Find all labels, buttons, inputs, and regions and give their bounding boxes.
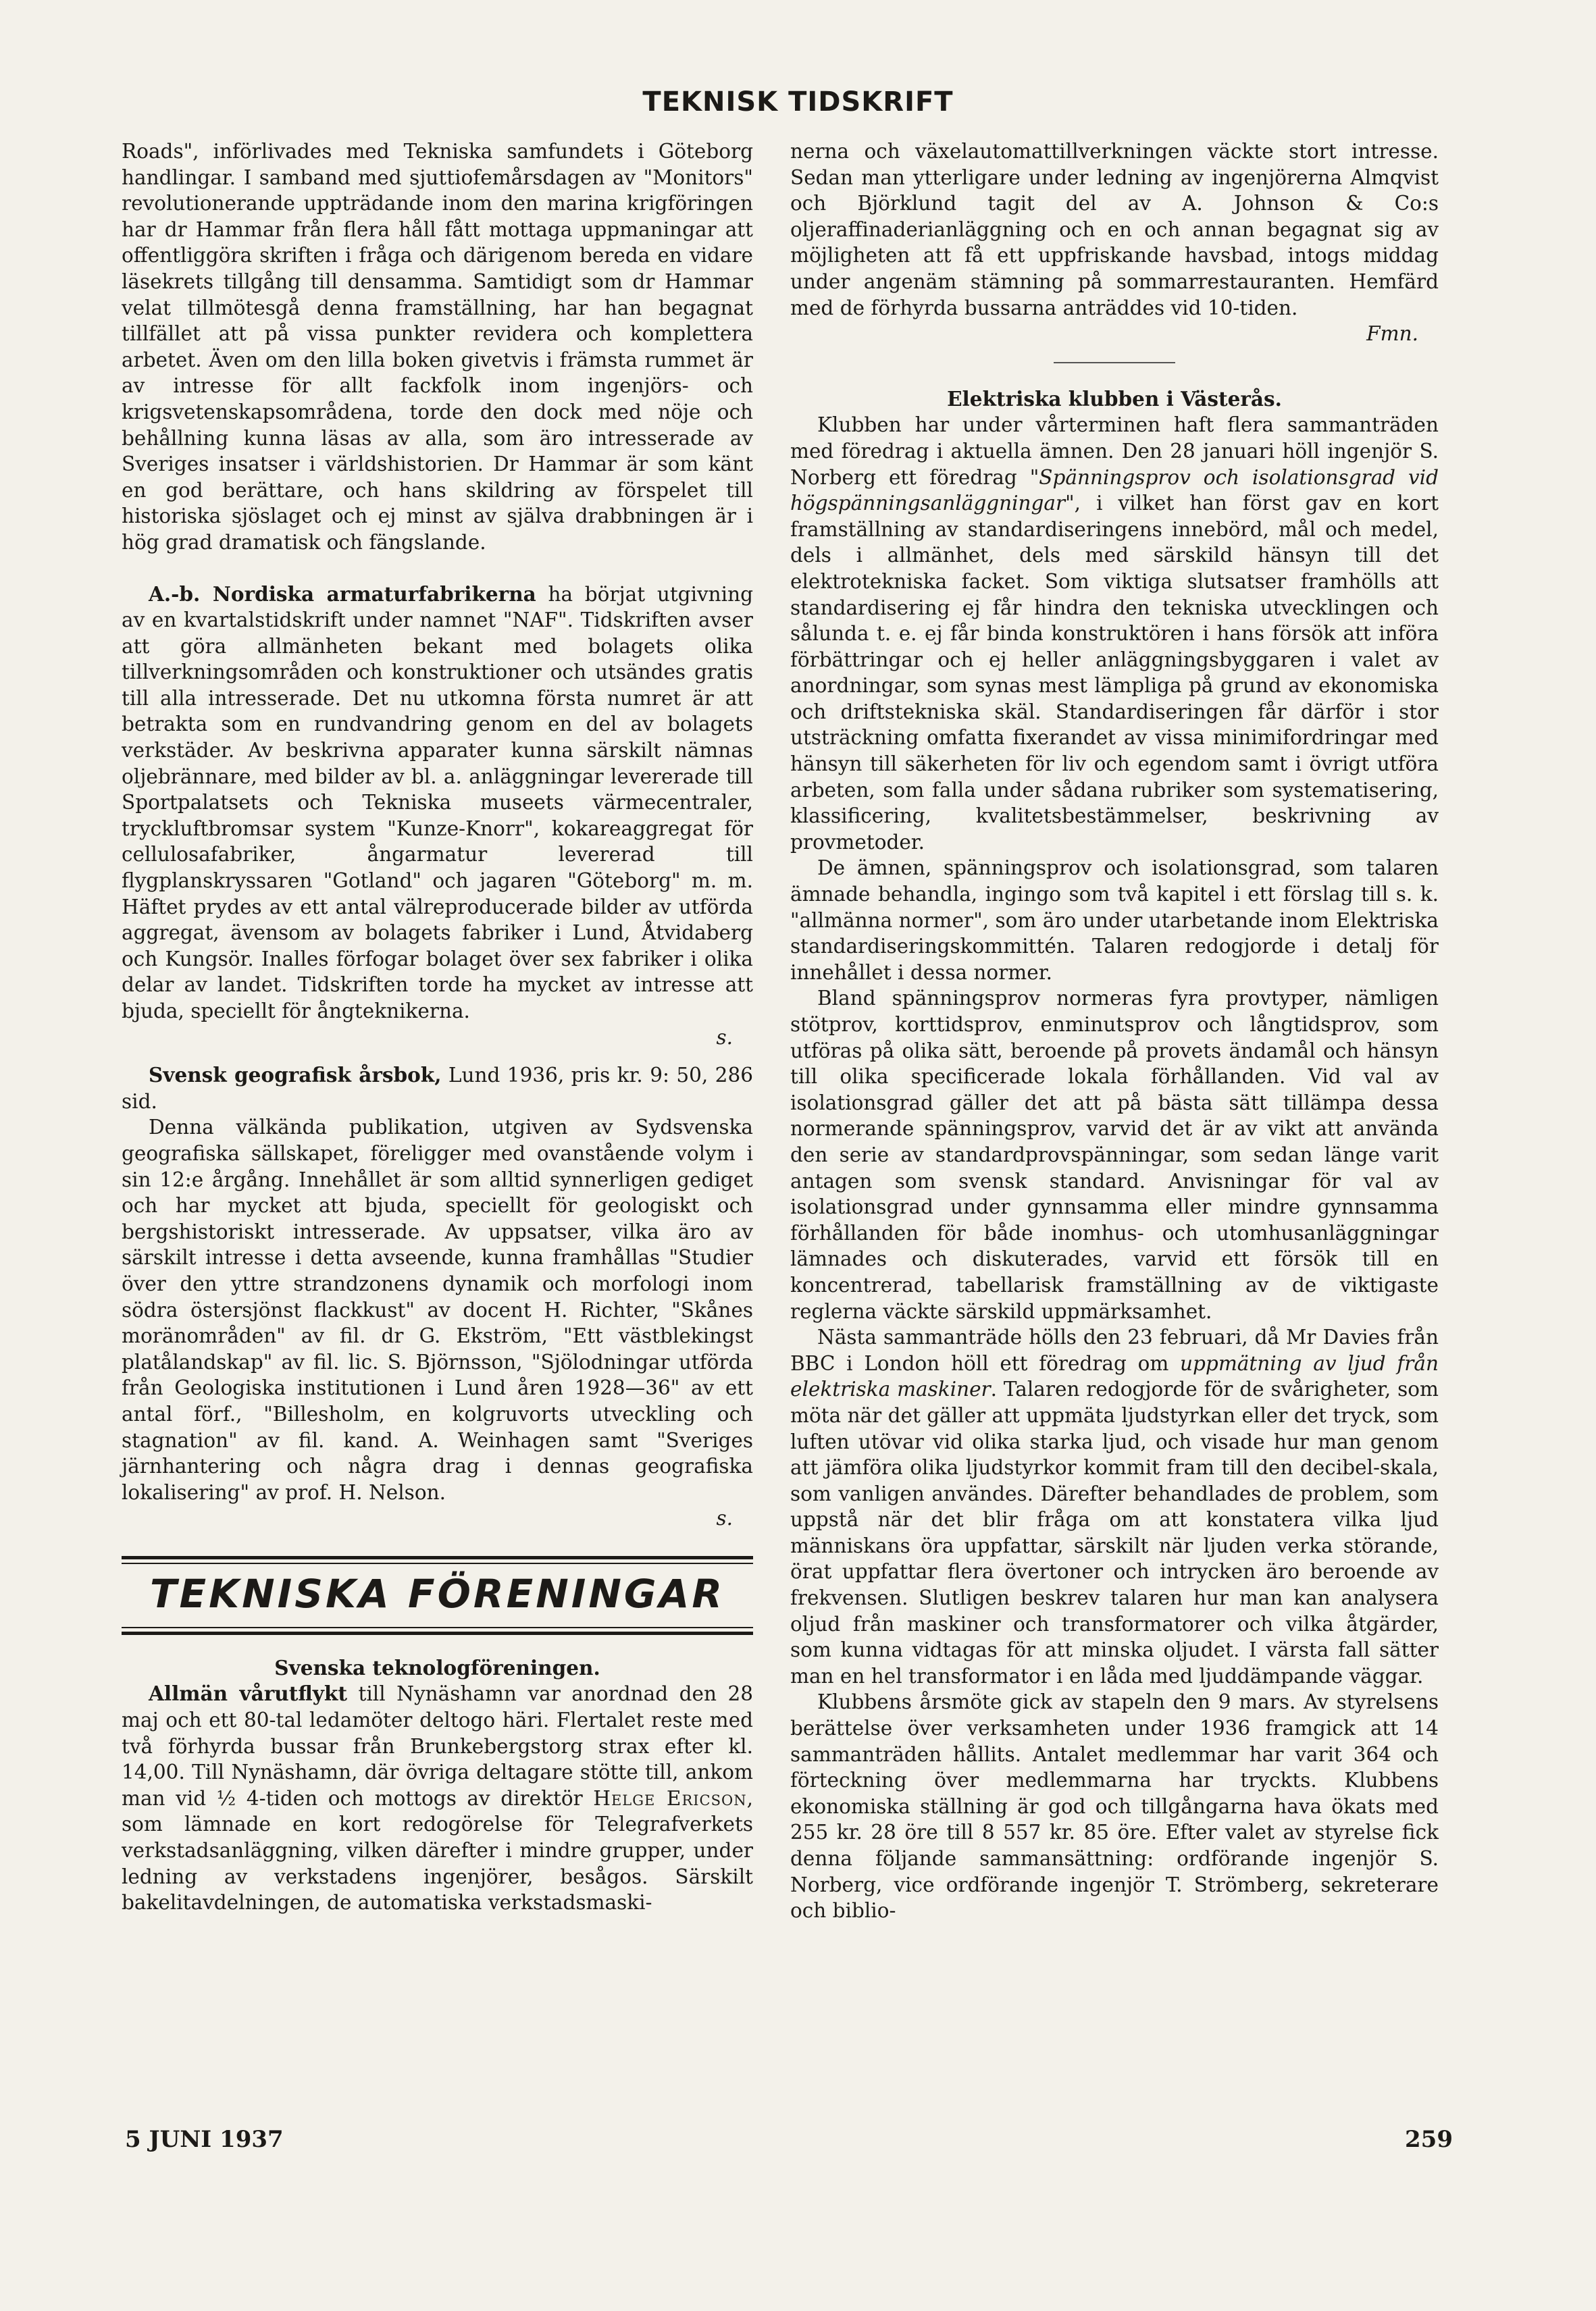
paragraph: De ämnen, spänningsprov och isolationsgrad, som talaren ämnade behandla, ingingo som två kapitel i ett förslag till s. k. "allmänna normer", som äro under utarbetande inom Elektriska standardiseringskommittén. Talaren redogjorde i detalj för innehållet i dessa normer. [790, 856, 1439, 984]
subsection-title: Elektriska klubben i Västerås. [947, 386, 1282, 411]
paragraph: A.-b. Nordiska armaturfabrikerna ha börjat utgivning av en kvartalstidskrift under namnet "NAF". Tidskriften avser att göra allmänheten bekant med bolagets olika tillverkningsområden och konstruktioner och utsändes gratis till alla intresserade. Det nu utkomna första numret är att betrakta som en rundvandring genom en del av bolagets verkstäder. Av beskrivna apparater kunna särskilt nämnas oljebrännare, med bilder av bl. a. anläggningar levererade till Sportpalatsets och Tekniska museets värmecentraler, tryckluftbromsar system "Kunze-Knorr", kokareaggregat för cellulosafabriker, ångarmatur levererad till flygplanskryssaren "Gotland" och jagaren "Göteborg" m. m. Häftet prydes av ett antal välreproducerade bilder av utförda aggregat, ävensom av bolagets fabriker i Lund, Åtvidaberg och Kungsör. Inalles förfogar bolaget över sex fabriker i olika delar av landet. Tidskriften torde ha mycket av intresse att bjuda, speciellt för ångteknikerna. [122, 581, 753, 1022]
signature: s. [716, 1507, 733, 1530]
subsection-title: Svenska teknologföreningen. [274, 1655, 600, 1680]
paragraph-lead: Svensk geografisk årsbok, [149, 1063, 442, 1087]
paragraph-lead: Allmän vårutflykt [149, 1682, 348, 1706]
paragraph: Roads", införlivades med Tekniska samfundets i Göteborg handlingar. I samband med sjuttiofemårsdagen av "Monitors" revolutionerande uppträdande inom den marina krigföringen har dr Hammar från flera håll fått mottaga uppmaningar att offentliggöra skriften i fråga och därigenom bereda en vidare läsekrets tillgång till densamma. Samtidigt som dr Hammar velat tillmötesgå denna framställning, har han begagnat tillfället att på vissa punkter revidera och komplettera arbetet. Även om den lilla boken givetvis i främsta rummet är av intresse för allt fackfolk inom ingenjörs- och krigsvetenskapsområdena, torde den dock med nöje och behållning kunna läsas av alla, som äro intresserade av Sveriges insatser i världshistorien. Dr Hammar är som känt en god berättare, och hans skildring av förspelet till historiska sjöslaget och ej minst av själva drabbningen är i hög grad dramatisk och fängslande. [122, 140, 753, 554]
signature: s. [716, 1025, 733, 1049]
issue-date: 5 JUNI 1937 [125, 2126, 284, 2153]
paragraph: Svensk geografisk årsbok, Lund 1936, pris kr. 9: 50, 286 sid. [122, 1063, 753, 1113]
paragraph: Bland spänningsprov normeras fyra provtyper, nämligen stötprov, korttidsprov, enminutsprov och långtidsprov, som utföras på olika sätt, beroende på provets ändamål och hänsyn till olika specificerade lokala förhållanden. Vid val av isolationsgrad gäller det att på bästa sätt tillämpa dessa normerande spänningsprov, varvid det är av vikt att använda den serie av standardprovspänningar, som sedan länge varit antagen som svensk standard. Anvisningar för val av isolationsgrad under gynnsamma eller mindre gynnsamma förhållanden för både inomhus- och utomhusanläggningar lämnades och diskuterades, varvid ett försök till en koncentrerad, tabellarisk framställning av de viktigaste reglerna väckte särskild uppmärksamhet. [790, 987, 1439, 1323]
paragraph: nerna och växelautomattillverkningen väckte stort intresse. Sedan man ytterligare under ledning av ingenjörerna Almqvist och Björklund tagit del av A. Johnson & Co:s oljeraffinaderianläggning och en och annan begagnat sig av möjligheten att få ett uppfriskande havsbad, intogs middag under angenäm stämning på sommarrestauranten. Hemfärd med de förhyrda bussarna anträddes vid 10-tiden. [790, 140, 1439, 319]
section-title: TEKNISKA FÖRENINGAR [149, 1570, 725, 1617]
paragraph: Klubbens årsmöte gick av stapeln den 9 mars. Av styrelsens berättelse över verksamheten under 1936 framgick att 14 sammanträden hållits. Antalet medlemmar har varit 364 och förteckning över medlemmarna har tryckts. Klubbens ekonomiska ställning är god och tillgångarna hava ökats med 255 kr. 28 öre till 8 557 kr. 85 öre. Efter valet av styrelse fick denna följande sammansättning: ordförande ingenjör S. Norberg, vice ordförande ingenjör T. Strömberg, sekreterare och biblio- [790, 1690, 1439, 1923]
paragraph: Denna välkända publikation, utgiven av Sydsvenska geografiska sällskapet, föreligger med ovanstående volym i sin 12:e årgång. Innehållet är som alltid synnerligen gediget och har mycket att bjuda, speciellt för geologiskt och bergshistoriskt intresserade. Av uppsatser, vilka äro av särskilt intresse i detta avseende, kunna framhållas "Studier över den yttre strandzonens dynamik och morfologi inom södra östersjönst flackkust" av docent H. Richter, "Skånes moränområden" av fil. dr G. Ekström, "Ett västblekingst platålandskap" av fil. lic. S. Björnsson, "Sjölodningar utförda från Geologiska institutionen i Lund åren 1928—36" av ett antal förf., "Billesholm, en kolgruvorts utveckling och stagnation" av fil. kand. A. Weinhagen samt "Sveriges järnhantering och några drag i dennas geografiska lokalisering" av prof. H. Nelson. [122, 1116, 753, 1504]
right-column [790, 138, 1439, 1924]
lecture-title: "Spänningsprov och isolationsgrad vid högspänningsanläggningar" [790, 465, 1439, 515]
journal-title: TEKNISK TIDSKRIFT [642, 86, 954, 118]
paragraph: Klubben har under vårterminen haft flera sammanträden med föredrag i aktuella ämnen. Den 28 januari höll ingenjör S. Norberg ett föredrag "Spänningsprov och isolationsgrad vid högspänningsanläggningar", i vilket han först gav en kort framställning av standardiseringens innebörd, mål och medel, dels i allmänhet, dels med särskild hänsyn till det elektrotekniska facket. Som viktiga slutsatser framhölls att standardisering ej får hindra den tekniska utvecklingen och sålunda t. e. ej får binda konstruktören i hans försök att införa förbättringar och ej heller anläggningsbyggaren i valet av anordningar, som synas mest lämpliga på grund av ekonomiska och driftstekniska skäl. Standardiseringen får därför i stor utsträckning omfatta fixerandet av vissa minimifordringar med hänsyn till säkerheten för liv och egendom samt i övrigt utföra arbeten, som falla under sådana rubriker som systematisering, klassificering, kvalitetsbestämmelser, beskrivning av provmetoder. [790, 413, 1439, 854]
paragraph-lead: A.-b. Nordiska armaturfabrikerna [149, 581, 536, 606]
paragraph: Allmän vårutflykt till Nynäshamn var anordnad den 28 maj och ett 80-tal ledamöter deltogo häri. Flertalet reste med två förhyrda bussar från Brunkebergstorg strax efter kl. 14,00. Till Nynäshamn, där övriga deltagare stötte till, ankom man vid ½ 4-tiden och mottogs av direktör Helge Ericson, som lämnade en kort redogörelse för Telegrafverkets verkstadsanläggning, vilken därefter i mindre grupper, under ledning av verkstadens ingenjörer, besågos. Särskilt bakelitavdelningen, de automatiska verkstadsmaski- [122, 1682, 753, 1915]
person-name: Helge Ericson [593, 1786, 747, 1810]
section-banner [122, 1556, 753, 1635]
page-number: 259 [1405, 2126, 1453, 2153]
left-column [122, 138, 753, 1916]
paragraph: Nästa sammanträde hölls den 23 februari, då Mr Davies från BBC i London höll ett föredrag om uppmätning av ljud från elektriska maskiner. Talaren redogjorde för de svårigheter, som möta när det gäller att uppmäta ljudstyrkan eller det tryck, som luften utövar vid olika starka ljud, och visade hur man genom att jämföra olika ljudstyrkor kommit fram till den decibel-skala, som vanligen användes. Därefter behandlades de problem, som uppstå när det blir fråga om att konstatera vilka ljud människans öra uppfattar, särskilt när ljuden verka störande, örat uppfattar flera övertoner och intrycken äro beroende av frekvensen. Slutligen beskrev talaren hur man kan analysera oljud från maskiner och transformatorer och vilka åtgärder, som kunna vidtagas för att minska oljudet. I värsta fall sätter man en hel transformator i en låda med ljuddämpande väggar. [790, 1326, 1439, 1688]
signature: Fmn. [1366, 322, 1418, 346]
lecture-title: uppmätning av ljud från elektriska maskiner [790, 1351, 1439, 1401]
divider [1054, 362, 1175, 363]
